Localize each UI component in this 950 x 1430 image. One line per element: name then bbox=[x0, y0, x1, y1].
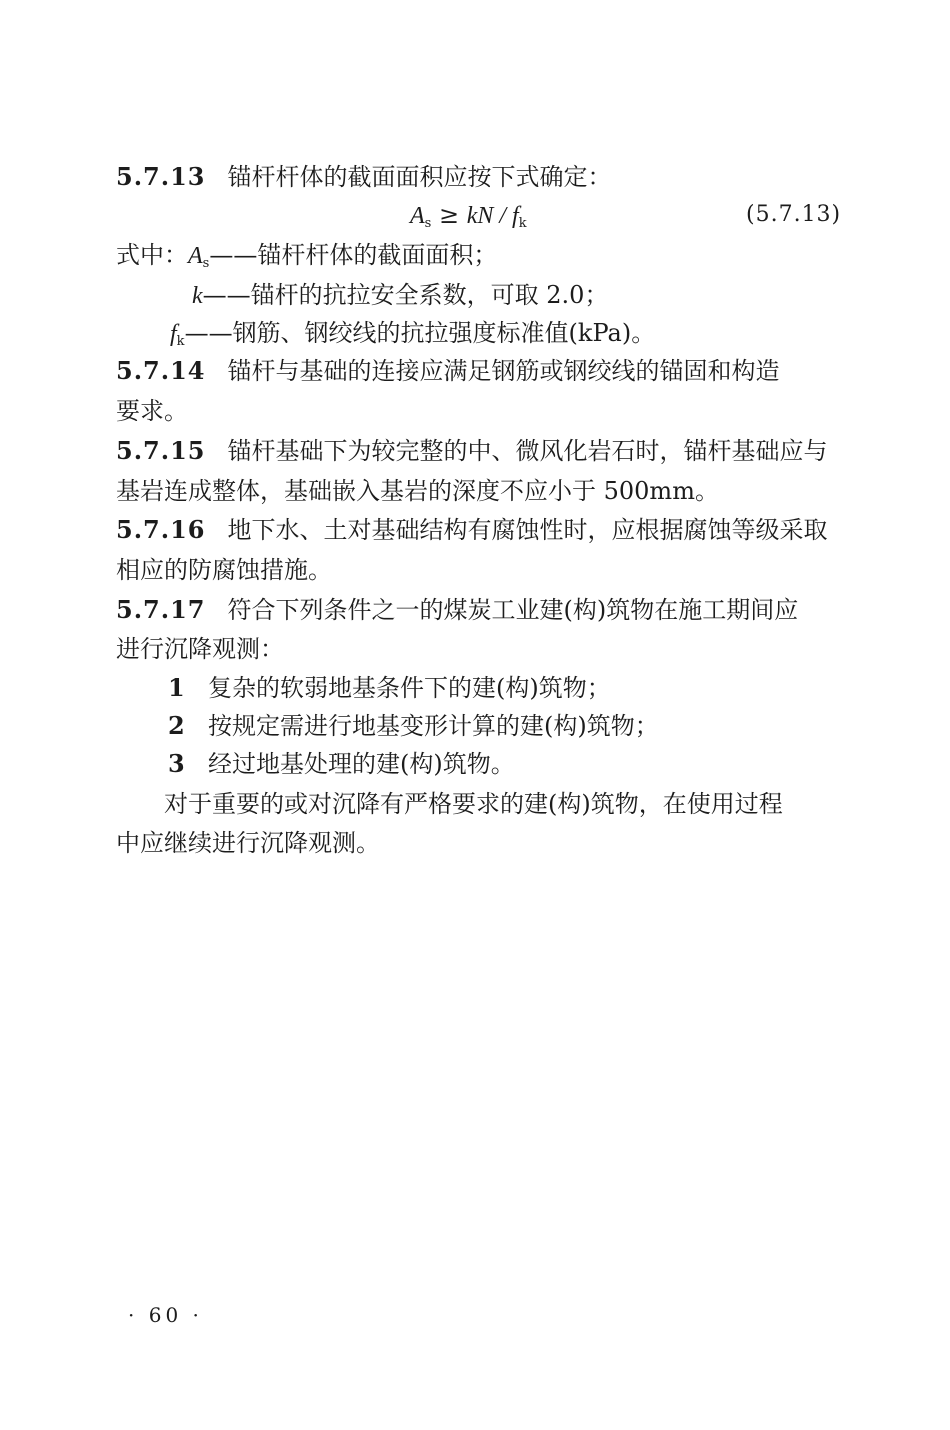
formula-lhs: A bbox=[410, 203, 425, 229]
clause-number: 5.7.16 bbox=[116, 515, 206, 544]
formula-operator: ≥ bbox=[431, 201, 467, 229]
where-definition: ——锚杆杆体的截面面积； bbox=[209, 241, 498, 269]
clause-5-7-15-line2: 基岩连成整体，基础嵌入基岩的深度不应小于 500mm。 bbox=[116, 477, 719, 505]
list-item-text: 按规定需进行地基变形计算的建(构)筑物； bbox=[208, 712, 659, 740]
where-prefix: 式中： bbox=[116, 241, 188, 269]
list-item-number: 3 bbox=[168, 749, 185, 778]
k-symbol: k bbox=[192, 283, 203, 309]
clause-text: 符合下列条件之一的煤炭工业建(构)筑物在施工期间应 bbox=[227, 596, 799, 624]
clause-5-7-14-line2: 要求。 bbox=[116, 397, 188, 425]
clause-5-7-14-line1 bbox=[116, 354, 856, 388]
k-definition: ——锚杆的抗拉安全系数，可取 2.0； bbox=[202, 281, 609, 309]
formula-lhs-subscript: s bbox=[424, 216, 432, 231]
list-item bbox=[168, 747, 908, 781]
clause-text: 地下水、土对基础结构有腐蚀性时，应根据腐蚀等级采取 bbox=[227, 516, 828, 544]
clause-text: 锚杆基础下为较完整的中、微风化岩石时，锚杆基础应与 bbox=[227, 437, 828, 465]
clause-5-7-17-line1 bbox=[116, 593, 856, 627]
note-line1: 对于重要的或对沉降有严格要求的建(构)筑物，在使用过程 bbox=[164, 790, 783, 818]
fk-definition: ——钢筋、钢绞线的抗拉强度标准值(kPa)。 bbox=[184, 319, 656, 347]
clause-number: 5.7.13 bbox=[116, 162, 206, 191]
page-number: · 60 · bbox=[128, 1303, 203, 1327]
formula-rhs-subscript: k bbox=[518, 216, 527, 231]
formula-5-7-13 bbox=[410, 198, 527, 241]
list-item-text: 经过地基处理的建(构)筑物。 bbox=[208, 750, 515, 778]
clause-number: 5.7.17 bbox=[116, 595, 206, 624]
where-line-k bbox=[192, 278, 932, 313]
where-line-fk bbox=[170, 316, 910, 359]
where-symbol: A bbox=[188, 243, 203, 269]
list-item-text: 复杂的软弱地基条件下的建(构)筑物； bbox=[208, 674, 611, 702]
list-item-number: 1 bbox=[168, 673, 185, 702]
where-line-As bbox=[116, 238, 856, 281]
clause-5-7-15-line1 bbox=[116, 434, 856, 468]
clause-number: 5.7.14 bbox=[116, 356, 206, 385]
clause-number: 5.7.15 bbox=[116, 436, 206, 465]
formula-rhs: kN / f bbox=[466, 203, 519, 229]
where-symbol-subscript: s bbox=[202, 256, 210, 271]
equation-number: (5.7.13) bbox=[746, 202, 842, 227]
clause-5-7-13-heading bbox=[116, 160, 856, 194]
clause-text: 锚杆与基础的连接应满足钢筋或钢绞线的锚固和构造 bbox=[227, 357, 780, 385]
list-item bbox=[168, 709, 908, 743]
clause-text: 锚杆杆体的截面面积应按下式确定： bbox=[227, 163, 612, 191]
clause-5-7-16-line1 bbox=[116, 513, 856, 547]
clause-5-7-16-line2: 相应的防腐蚀措施。 bbox=[116, 556, 332, 584]
clause-5-7-17-line2: 进行沉降观测： bbox=[116, 635, 284, 663]
note-line2: 中应继续进行沉降观测。 bbox=[116, 829, 380, 857]
fk-symbol-subscript: k bbox=[176, 334, 185, 349]
fk-symbol: f bbox=[170, 321, 177, 347]
list-item bbox=[168, 671, 908, 705]
list-item-number: 2 bbox=[168, 711, 185, 740]
